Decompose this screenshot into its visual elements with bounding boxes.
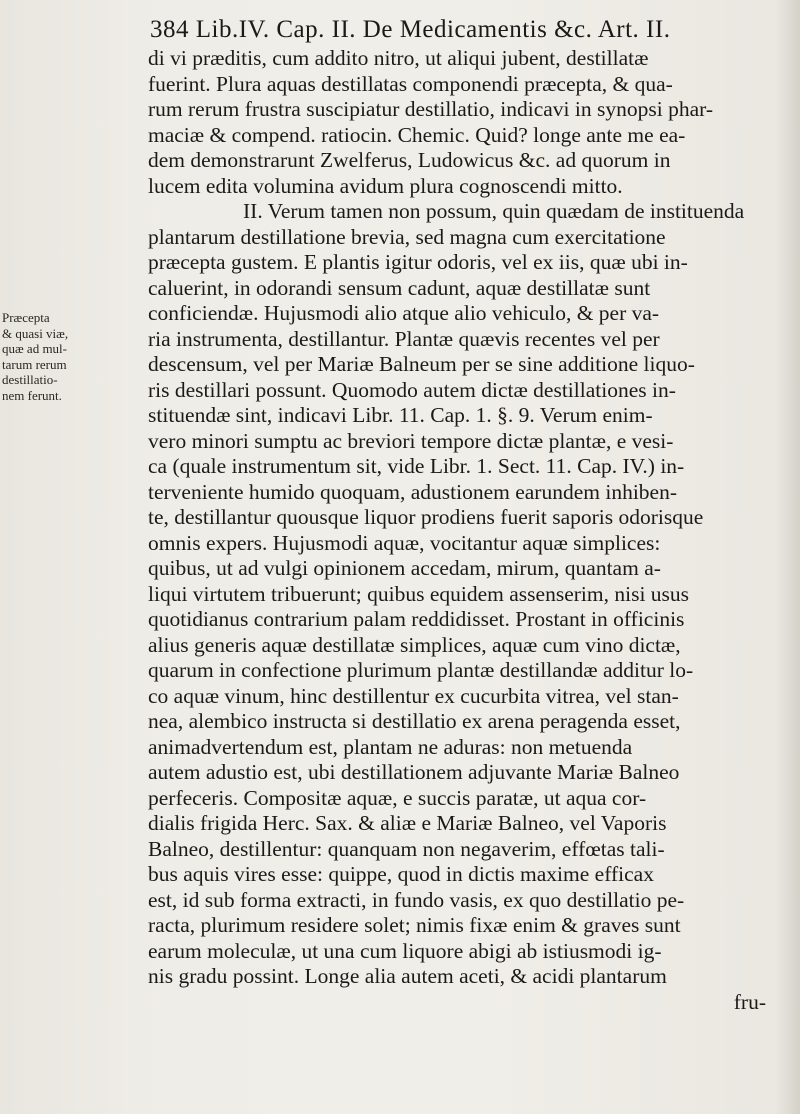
text-line: plantarum destillatione brevia, sed magna cum exercitatione xyxy=(148,224,666,249)
text-line: conficiendæ. Hujusmodi alio atque alio vehiculo, & per va- xyxy=(148,301,660,325)
text-line: vero minori sumptu ac breviori tempore dictæ plantæ, e vesi- xyxy=(148,428,674,453)
text-line: quibus, ut ad vulgi opinionem accedam, mirum, quantam a- xyxy=(148,556,661,580)
text-line: ris destillari possunt. Quomodo autem dictæ destillationes in- xyxy=(148,377,676,402)
text-line: co aquæ vinum, hinc destillentur ex cucurbita vitrea, vel stan- xyxy=(148,683,679,708)
margin-note xyxy=(2,310,102,403)
catchword: fru- xyxy=(733,989,766,1014)
text-line: stituendæ sint, indicavi Libr. 11. Cap. 1. §. 9. Verum enim- xyxy=(148,403,653,427)
text-line: liqui virtutem tribuerunt; quibus equidem assenserim, nisi usus xyxy=(148,581,690,606)
text-line: ria instrumenta, destillantur. Plantæ quævis recentes vel per xyxy=(148,326,660,351)
text-line: bus aquis vires esse: quippe, quod in dictis maxime efficax xyxy=(148,862,654,886)
text-line: descensum, vel per Mariæ Balneum per se sine additione liquo- xyxy=(148,352,695,376)
margin-note-line: tarum rerum xyxy=(2,356,67,372)
text-line: dem demonstrarunt Zwelferus, Ludowicus &c. ad quorum in xyxy=(148,148,671,172)
text-line: te, destillantur quousque liquor prodiens fuerit saporis odorisque xyxy=(148,505,704,529)
text-line: II. Verum tamen non possum, quin quædam de instituenda xyxy=(243,199,745,223)
body-text xyxy=(148,46,788,1015)
text-line: nis gradu possint. Longe alia autem aceti, & acidi plantarum xyxy=(148,964,667,988)
text-line: rum rerum frustra suscipiatur destillatio, indicavi in synopsi phar- xyxy=(148,97,714,121)
text-line: quotidianus contrarium palam reddidisset. Prostant in officinis xyxy=(148,607,685,631)
text-line: alius generis aquæ destillatæ simplices, aquæ cum vino dictæ, xyxy=(148,632,681,657)
text-line: earum moleculæ, ut una cum liquore abigi ab istiusmodi ig- xyxy=(148,938,662,963)
text-line: ca (quale instrumentum sit, vide Libr. 1. Sect. 11. Cap. IV.) in- xyxy=(148,454,685,478)
text-line: perfeceris. Compositæ aquæ, e succis paratæ, ut aqua cor- xyxy=(148,785,647,810)
margin-note-line: quæ ad mul- xyxy=(2,341,67,356)
text-line: omnis expers. Hujusmodi aquæ, vocitantur aquæ simplices: xyxy=(148,530,661,555)
text-line: quarum in confectione plurimum plantæ destillandæ additur lo- xyxy=(148,658,694,682)
text-line: Balneo, destillentur: quanquam non negaverim, effœtas tali- xyxy=(148,836,665,861)
text-line: racta, plurimum residere solet; nimis fixæ enim & graves sunt xyxy=(148,913,681,937)
text-line: autem adustio est, ubi destillationem adjuvante Mariæ Balneo xyxy=(148,760,680,784)
margin-note-line: Præcepta xyxy=(2,310,50,325)
running-head: 384 Lib.IV. Cap. II. De Medicamentis &c. Art. II. xyxy=(150,16,671,43)
text-line: nea, alembico instructa si destillatio ex arena peragenda esset, xyxy=(148,709,681,733)
text-line: est, id sub forma extracti, in fundo vasis, ex quo destillatio pe- xyxy=(148,887,685,912)
text-line: dialis frigida Herc. Sax. & aliæ e Mariæ Balneo, vel Vaporis xyxy=(148,811,667,835)
text-line: maciæ & compend. ratiocin. Chemic. Quid? longe ante me ea- xyxy=(148,122,686,147)
margin-note-line: nem ferunt. xyxy=(2,387,62,403)
margin-note-line: destillatio- xyxy=(2,372,58,387)
text-line: di vi præditis, cum addito nitro, ut aliqui jubent, destillatæ xyxy=(148,46,649,70)
text-line: fuerint. Plura aquas destillatas componendi præcepta, & qua- xyxy=(148,71,673,96)
text-line: præcepta gustem. E plantis igitur odoris, vel ex iis, quæ ubi in- xyxy=(148,250,688,274)
text-line: terveniente humido quoquam, adustionem earundem inhiben- xyxy=(148,479,677,504)
text-line: lucem edita volumina avidum plura cognoscendi mitto. xyxy=(148,173,623,198)
text-line: animadvertendum est, plantam ne aduras: non metuenda xyxy=(148,734,633,759)
margin-note-line: & quasi viæ, xyxy=(2,325,69,341)
text-line: caluerint, in odorandi sensum cadunt, aquæ destillatæ sunt xyxy=(148,275,651,300)
